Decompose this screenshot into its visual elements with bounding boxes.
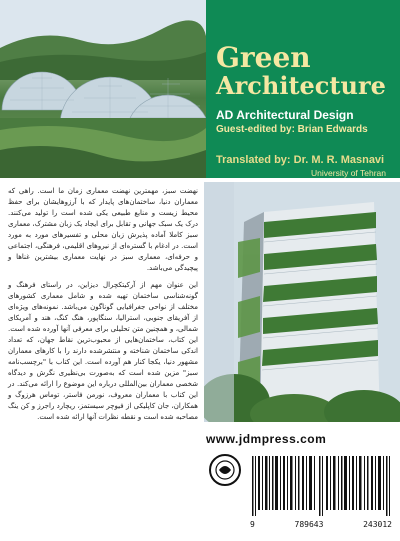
translator-credit: Translated by: Dr. M. R. Masnavi	[216, 154, 385, 166]
title-panel	[206, 0, 400, 178]
blurb-paragraph: نهضت سبز، مهمترین نهضت معماری زمان ما است. راهی که معماران دنیا، ساختمان‌های پایدار که با آرزوهایشان برای حفظ محیط زیست و منابع طبیعی یکی شده است را تولید می‌کنند. درک یک سبک جهانی و تقابل برای ایجاد یک زبان مشترک، معماری سبز کاملا آماده پذیرش زبان محلی و تفسیرهای مورد به مورد است. در ادغام با گستره‌ای از نیروهای اقلیمی، فرهنگی، اجتماعی و حرفه‌ای، معماری سبز در نهایت معماری بیشترین غناها و پیچیدگی می‌باشد.	[8, 187, 198, 272]
barcode-digit-group: 9	[250, 520, 255, 529]
series-subtitle: AD Architectural Design	[216, 108, 354, 122]
building-illustration	[204, 182, 400, 422]
blurb-text	[8, 186, 198, 429]
barcode-digit-group: 789643	[294, 520, 324, 529]
domes-illustration	[0, 0, 206, 178]
guest-editor: Guest-edited by: Brian Edwards	[216, 124, 368, 135]
domes-photo	[0, 0, 206, 178]
barcode-icon	[250, 456, 392, 516]
publisher-logo-icon	[208, 452, 242, 488]
barcode-digit-group: 243012	[363, 520, 392, 529]
barcode-area	[204, 452, 394, 538]
barcode-number	[250, 520, 392, 529]
building-photo	[204, 182, 400, 422]
book-title-line1: Green	[216, 41, 311, 74]
publisher-url[interactable]: www.jdmpress.com	[206, 432, 327, 446]
book-title-line2: Architecture	[216, 71, 386, 100]
translator-university: University of Tehran	[311, 168, 386, 178]
blurb-paragraph: این عنوان مهم از آرکیتکچرال دیزاین، در راستای فرهنگ و گونه‌شناسی ساختمان تهیه شده و شامل معماری کشورهای مختلف از نواحی جغرافیایی گوناگون می‌باشد. نمونه‌های ویژه‌ای از آفریقای جنوبی، استرالیا، سنگاپور، هنگ کنگ، هند و آمریکای شمالی، و همچنین متن تحلیلی برای معرفی آنها آورده شده است. این کتاب، ساختمان‌هایی از محبوب‌ترین نقاط جهان، که تعداد اندکی ساختمان شناخته و منتشرشده دارند را با کارهای معماران مشهور دنیا، یکجا کنار هم آورده است. این کتاب با "برچسب‌نامه سبز" مزین شده است که به‌صورت بی‌نظیری نگرش و دیدگاه شخصی معماران بین‌المللی درباره این موضوع را ارائه می‌کند. در این کتاب با معماران معروف، نورمن فاستر، توماس هرزوگ و همکاران، جان کاپلیکی از فیوچر سیستمز، ریچارد راجرز و کن ینگ مصاحبه شده است و نقطه نظرات آنها ارائه شده است.	[8, 281, 198, 421]
translator-strip	[206, 154, 400, 178]
